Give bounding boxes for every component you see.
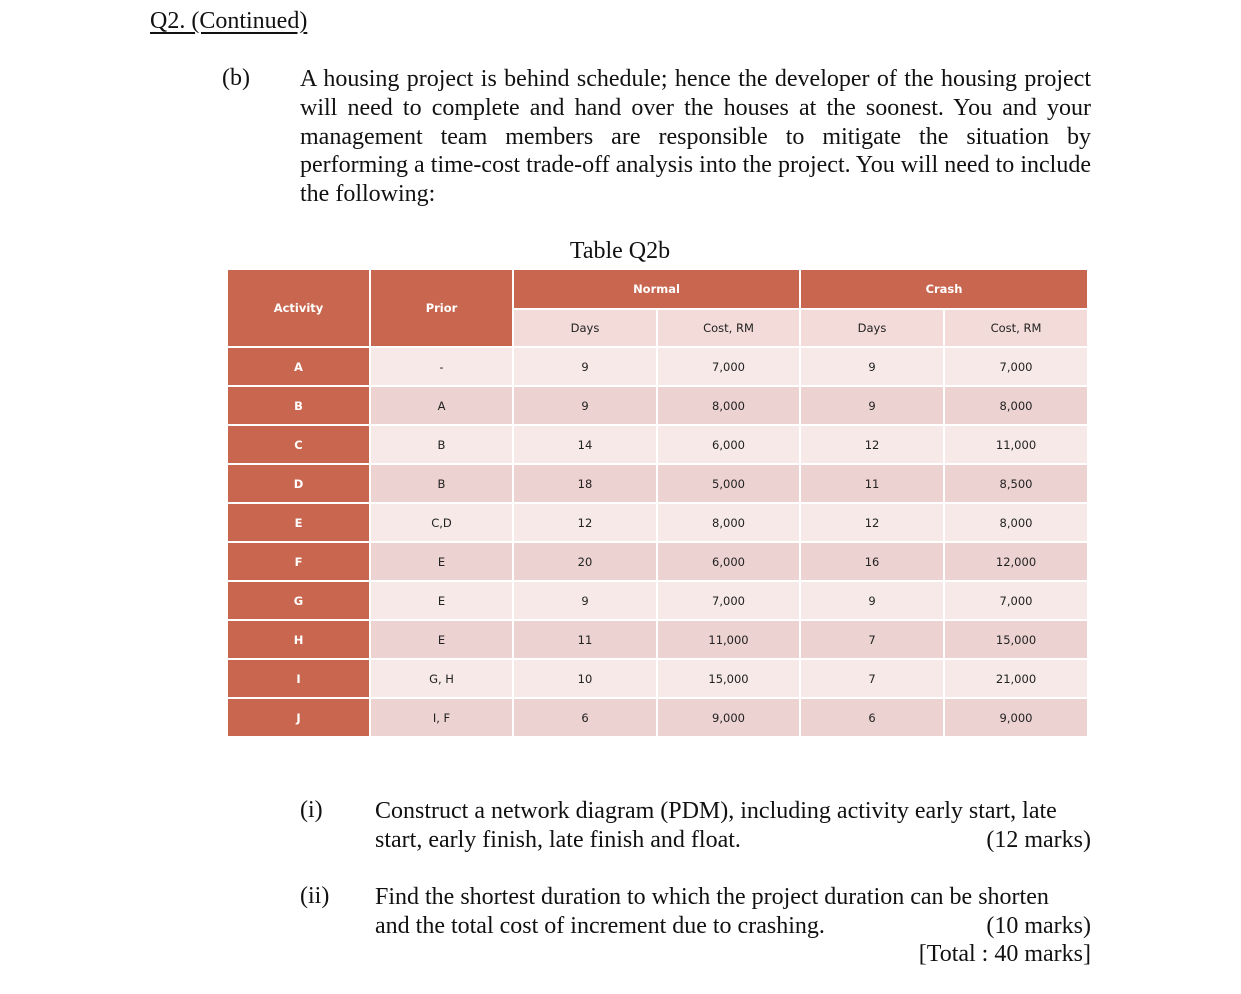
crash-cost-cell: 8,500 <box>944 464 1088 503</box>
normal-days-cell: 9 <box>513 581 657 620</box>
activity-cell: E <box>227 503 370 542</box>
header-normal: Normal <box>513 269 800 309</box>
question-i-marks: (12 marks) <box>986 826 1091 853</box>
prior-cell: - <box>370 347 513 386</box>
crash-cost-cell: 11,000 <box>944 425 1088 464</box>
crash-days-cell: 16 <box>800 542 944 581</box>
activity-cell: I <box>227 659 370 698</box>
crash-days-cell: 9 <box>800 386 944 425</box>
crash-days-cell: 7 <box>800 620 944 659</box>
normal-cost-cell: 11,000 <box>657 620 800 659</box>
activity-cell: D <box>227 464 370 503</box>
crash-days-cell: 6 <box>800 698 944 737</box>
crash-days-cell: 11 <box>800 464 944 503</box>
question-ii-line2-row <box>375 912 1091 941</box>
total-marks: [Total : 40 marks] <box>918 941 1091 967</box>
table-row <box>227 542 1088 581</box>
normal-cost-cell: 7,000 <box>657 347 800 386</box>
prior-cell: E <box>370 581 513 620</box>
activity-cell: J <box>227 698 370 737</box>
question-ii-text <box>375 883 1091 941</box>
question-ii-marks: (10 marks) <box>986 912 1091 939</box>
question-i-line2-row <box>375 826 1091 855</box>
prior-cell: C,D <box>370 503 513 542</box>
table-row <box>227 347 1088 386</box>
question-ii-line2: and the total cost of increment due to crashing. <box>375 912 825 939</box>
normal-cost-cell: 5,000 <box>657 464 800 503</box>
header-normal-cost: Cost, RM <box>657 309 800 347</box>
activity-cell: H <box>227 620 370 659</box>
crash-cost-cell: 7,000 <box>944 581 1088 620</box>
table-row <box>227 503 1088 542</box>
question-i-line1: Construct a network diagram (PDM), including activity early start, late <box>375 798 1057 824</box>
prior-cell: E <box>370 620 513 659</box>
table-caption: Table Q2b <box>569 238 671 264</box>
header-activity: Activity <box>227 269 370 347</box>
question-i-text <box>375 797 1091 855</box>
table-row <box>227 425 1088 464</box>
crash-cost-cell: 15,000 <box>944 620 1088 659</box>
activity-cell: A <box>227 347 370 386</box>
crash-days-cell: 12 <box>800 503 944 542</box>
table-row <box>227 698 1088 737</box>
normal-cost-cell: 9,000 <box>657 698 800 737</box>
crash-days-cell: 9 <box>800 581 944 620</box>
activity-cell: G <box>227 581 370 620</box>
normal-days-cell: 12 <box>513 503 657 542</box>
header-prior: Prior <box>370 269 513 347</box>
crash-cost-cell: 8,000 <box>944 503 1088 542</box>
normal-days-cell: 9 <box>513 347 657 386</box>
prior-cell: A <box>370 386 513 425</box>
prior-cell: B <box>370 425 513 464</box>
activity-cell: B <box>227 386 370 425</box>
normal-days-cell: 11 <box>513 620 657 659</box>
table-row <box>227 581 1088 620</box>
table-row <box>227 386 1088 425</box>
normal-cost-cell: 8,000 <box>657 503 800 542</box>
question-i-line2: start, early finish, late finish and float. <box>375 826 741 853</box>
normal-days-cell: 9 <box>513 386 657 425</box>
prior-cell: I, F <box>370 698 513 737</box>
header-normal-days: Days <box>513 309 657 347</box>
normal-days-cell: 18 <box>513 464 657 503</box>
normal-days-cell: 6 <box>513 698 657 737</box>
normal-cost-cell: 7,000 <box>657 581 800 620</box>
crash-days-cell: 12 <box>800 425 944 464</box>
header-crash-days: Days <box>800 309 944 347</box>
header-crash-cost: Cost, RM <box>944 309 1088 347</box>
crash-cost-cell: 21,000 <box>944 659 1088 698</box>
prior-cell: E <box>370 542 513 581</box>
table-row <box>227 464 1088 503</box>
prior-cell: B <box>370 464 513 503</box>
normal-cost-cell: 6,000 <box>657 542 800 581</box>
crash-days-cell: 9 <box>800 347 944 386</box>
table-row <box>227 659 1088 698</box>
activity-cell: C <box>227 425 370 464</box>
normal-days-cell: 10 <box>513 659 657 698</box>
activity-cell: F <box>227 542 370 581</box>
crash-cost-cell: 12,000 <box>944 542 1088 581</box>
prior-cell: G, H <box>370 659 513 698</box>
normal-cost-cell: 6,000 <box>657 425 800 464</box>
crash-cost-cell: 8,000 <box>944 386 1088 425</box>
question-ii-label: (ii) <box>300 883 330 909</box>
crash-cost-cell: 7,000 <box>944 347 1088 386</box>
question-ii-line1: Find the shortest duration to which the project duration can be shorten <box>375 884 1049 910</box>
crash-cost-cell: 9,000 <box>944 698 1088 737</box>
crash-days-cell: 7 <box>800 659 944 698</box>
normal-days-cell: 14 <box>513 425 657 464</box>
question-i-label: (i) <box>300 797 323 823</box>
table-row <box>227 620 1088 659</box>
part-b-text: A housing project is behind schedule; hence the developer of the housing project will need to complete and hand over the houses at the soonest. You and your management team members are responsible to mitigate the situation by performing a time-cost trade-off analysis into the project. You will need to include the following: <box>300 66 1091 208</box>
normal-days-cell: 20 <box>513 542 657 581</box>
normal-cost-cell: 8,000 <box>657 386 800 425</box>
part-b-label: (b) <box>222 65 250 91</box>
header-crash: Crash <box>800 269 1088 309</box>
activity-table <box>226 268 1089 738</box>
normal-cost-cell: 15,000 <box>657 659 800 698</box>
question-heading: Q2. (Continued) <box>150 8 308 34</box>
